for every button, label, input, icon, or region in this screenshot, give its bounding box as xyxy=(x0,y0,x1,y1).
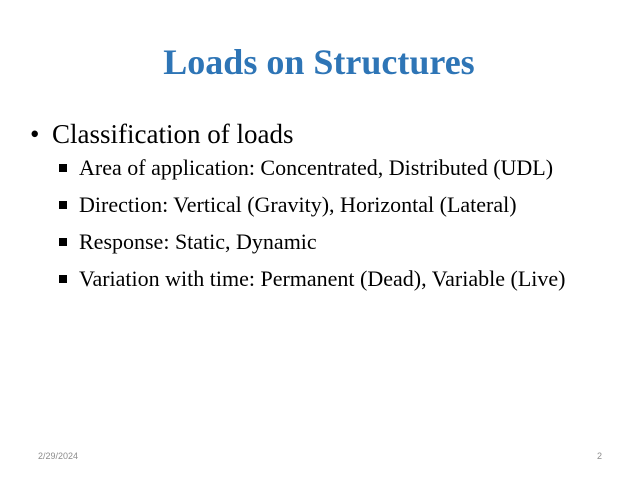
square-bullet-icon xyxy=(59,275,67,283)
sub-bullet-text: Response: Static, Dynamic xyxy=(79,229,317,254)
square-bullet-icon xyxy=(59,201,67,209)
bullet-text: Classification of loads xyxy=(52,119,294,149)
sub-bullet-list xyxy=(57,154,627,302)
sub-bullet-item xyxy=(57,154,627,182)
sub-bullet-item xyxy=(57,228,627,256)
sub-bullet-text: Area of application: Concentrated, Distributed (UDL) xyxy=(79,155,554,180)
sub-bullet-text: Variation with time: Permanent (Dead), Variable (Live) xyxy=(79,266,566,291)
bullet-item xyxy=(30,116,293,152)
slide-title: Loads on Structures xyxy=(163,42,475,82)
bullet-dot-icon: • xyxy=(30,119,40,149)
sub-bullet-text: Direction: Vertical (Gravity), Horizontal (Lateral) xyxy=(79,192,517,217)
square-bullet-icon xyxy=(59,164,67,172)
sub-bullet-item xyxy=(57,191,627,219)
sub-bullet-item xyxy=(57,265,627,293)
square-bullet-icon xyxy=(59,238,67,246)
footer-date: 2/29/2024 xyxy=(38,451,79,461)
slide-number: 2 xyxy=(596,451,602,461)
